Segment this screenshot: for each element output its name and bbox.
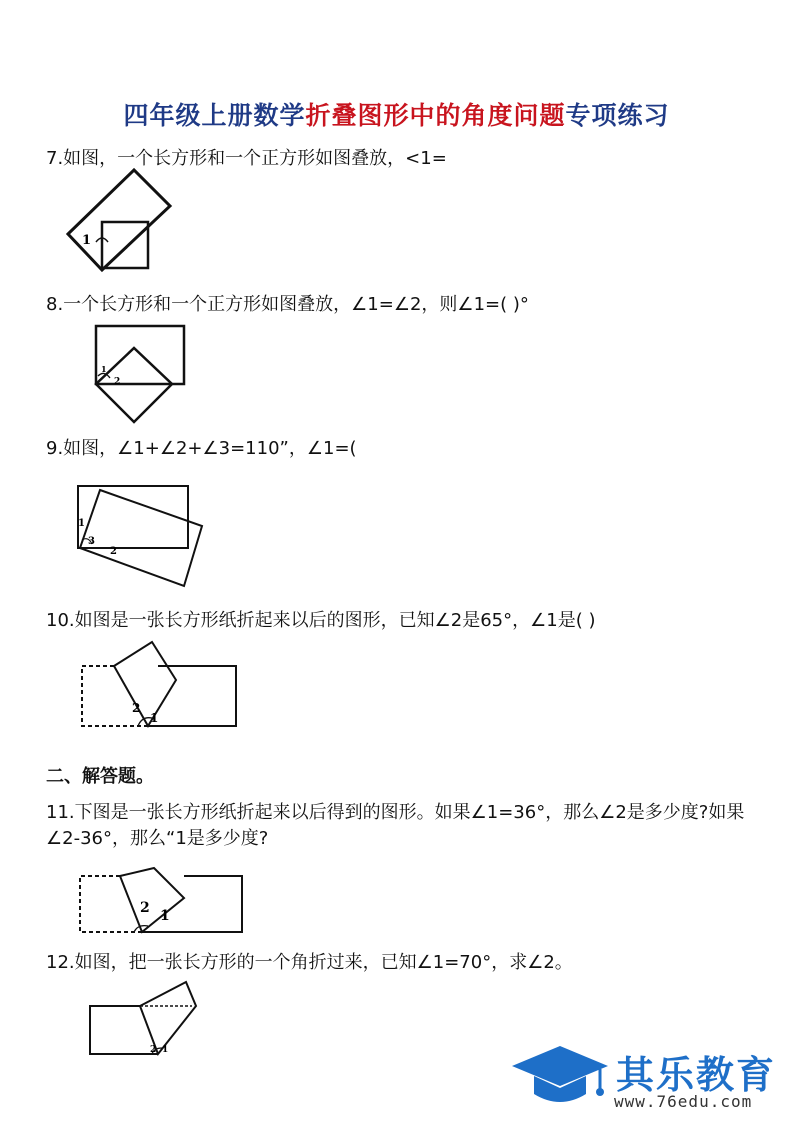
section-heading: 二、解答题。 [46,766,154,787]
figure-10 [78,636,240,730]
figure-12 [86,980,200,1056]
graduation-cap-icon [510,1044,610,1110]
figure-9 [74,482,210,588]
question-10: 10.如图是一张长方形纸折起来以后的图形，已知∠2是65°，∠1是( ) [46,610,596,631]
fig10-angle-2-label: 2 [132,701,141,715]
title-part-grade: 四年级上册数学 [123,101,306,130]
figure-7 [60,166,200,276]
question-12: 12.如图，把一张长方形的一个角折过来，已知∠1=70°，求∠2。 [46,952,573,973]
brand-name: 其乐教育 [616,1053,777,1097]
fig11-angle-1-label: 1 [160,908,170,924]
publisher-logo [510,1040,790,1115]
question-9: 9.如图，∠1+∠2+∠3=110”，∠1=( [46,438,357,459]
figure-8 [92,322,192,428]
fig11-angle-2-label: 2 [140,900,150,916]
fig8-angle-1-label: 1 [101,364,107,374]
fig10-angle-1-label: 1 [150,711,159,725]
brand-url: www.76edu.com [614,1092,753,1111]
fig8-angle-2-label: 2 [114,377,121,387]
question-11: 11.下图是一张长方形纸折起来以后得到的图形。如果∠1=36°，那么∠2是多少度?如果∠2-36°，那么“1是多少度? [46,802,745,849]
fig12-angle-1-label: 1 [162,1045,169,1055]
fig9-angle-3-label: 3 [88,536,95,547]
question-8: 8.一个长方形和一个正方形如图叠放，∠1=∠2，则∠1=( )° [46,294,529,315]
fig12-angle-2-label: 2 [150,1045,157,1055]
title-part-practice: 专项练习 [565,101,670,130]
page-title [0,96,793,132]
fig9-angle-1-label: 1 [78,518,85,529]
title-part-topic: 折叠图形中的角度问题 [305,101,566,130]
fig7-angle-1-label: 1 [82,233,92,248]
figure-11 [76,868,246,938]
question-7: 7.如图，一个长方形和一个正方形如图叠放，<1= [46,148,447,169]
fig9-angle-2-label: 2 [110,546,117,557]
